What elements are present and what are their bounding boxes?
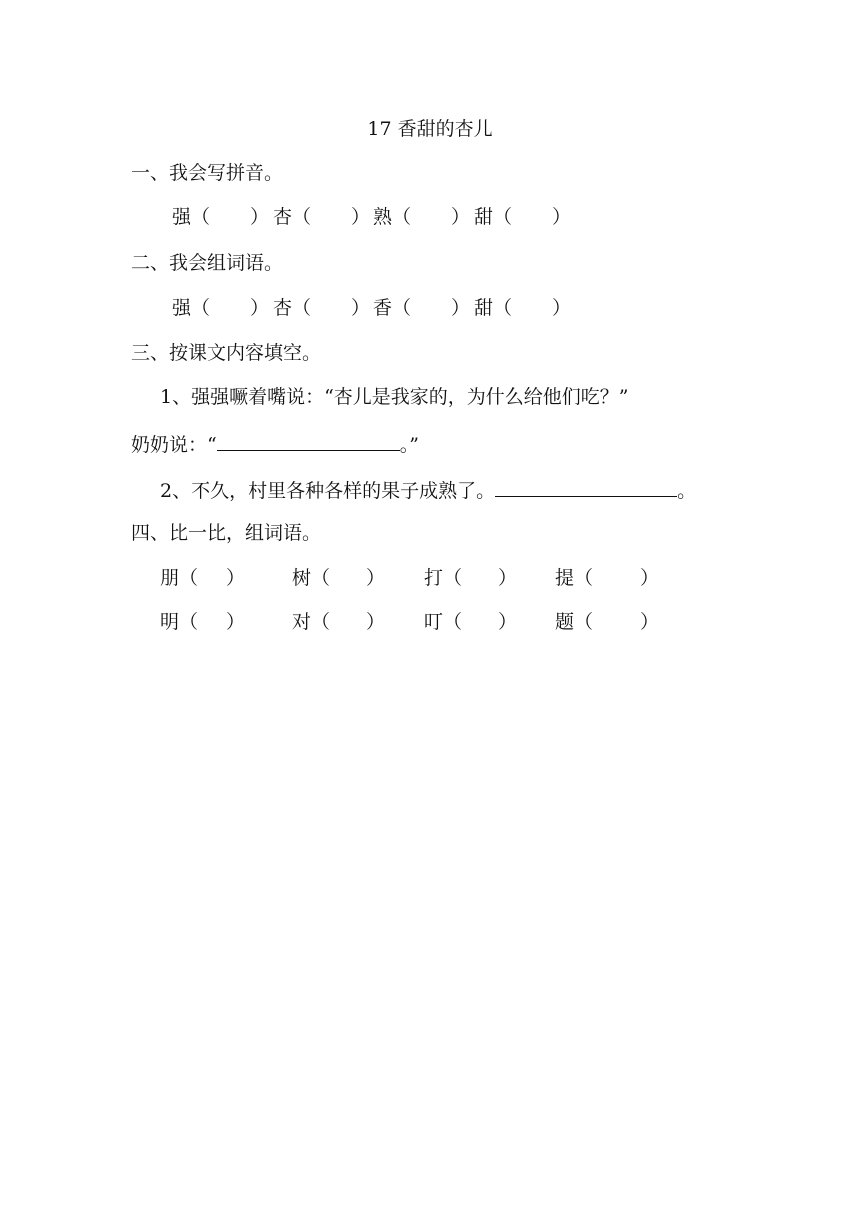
section3-heading: 三、按课文内容填空。 (131, 342, 322, 364)
char-label: 强 (172, 206, 192, 228)
page-title: 17 香甜的杏儿 (367, 118, 493, 140)
open-paren: （ (292, 297, 312, 319)
word-item-3 (373, 296, 470, 320)
open-paren: （ (179, 567, 199, 589)
close-paren: ） (552, 206, 572, 228)
char-label: 香 (373, 297, 393, 319)
close-paren: ） (552, 297, 572, 319)
close-paren: ） (250, 206, 270, 228)
open-paren: （ (311, 567, 331, 589)
compare-item-7 (424, 610, 517, 634)
char-label: 提 (555, 567, 575, 589)
compare-item-3 (424, 566, 517, 590)
char-label: 朋 (160, 567, 180, 589)
char-label: 树 (292, 567, 312, 589)
open-paren: （ (493, 206, 513, 228)
pinyin-item-2 (273, 205, 370, 229)
question-1-answer-blank[interactable] (217, 430, 400, 451)
compare-item-2 (292, 566, 385, 590)
question-2-text: 2、不久，村里各种各样的果子成熟了。 (160, 480, 496, 502)
close-paren: ） (250, 297, 270, 319)
open-paren: （ (191, 206, 211, 228)
open-paren: （ (311, 611, 331, 633)
section1-heading: 一、我会写拼音。 (131, 162, 284, 184)
char-label: 题 (555, 611, 575, 633)
question-2-answer-blank[interactable] (495, 476, 677, 497)
pinyin-item-1 (172, 205, 269, 229)
close-paren: ） (451, 297, 471, 319)
char-label: 明 (160, 611, 180, 633)
question-2-suffix: 。 (677, 480, 697, 502)
open-paren: （ (493, 297, 513, 319)
section4-heading: 四、比一比，组词语。 (131, 522, 322, 544)
close-paren: ） (366, 567, 386, 589)
open-paren: （ (443, 567, 463, 589)
close-paren: ） (366, 611, 386, 633)
question-1-prefix: 奶奶说：“ (131, 434, 217, 456)
char-label: 甜 (474, 297, 494, 319)
close-paren: ） (451, 206, 471, 228)
open-paren: （ (443, 611, 463, 633)
word-item-1 (172, 296, 269, 320)
close-paren: ） (351, 206, 371, 228)
section2-heading: 二、我会组词语。 (131, 252, 284, 274)
char-label: 甜 (474, 206, 494, 228)
open-paren: （ (191, 297, 211, 319)
char-label: 熟 (373, 206, 393, 228)
char-label: 对 (292, 611, 312, 633)
pinyin-item-3 (373, 205, 470, 229)
compare-item-8 (555, 610, 659, 634)
char-label: 杏 (273, 297, 293, 319)
close-paren: ） (640, 611, 660, 633)
char-label: 打 (424, 567, 444, 589)
char-label: 强 (172, 297, 192, 319)
question-1-answer-line (131, 430, 419, 457)
close-paren: ） (498, 567, 518, 589)
open-paren: （ (392, 297, 412, 319)
close-paren: ） (498, 611, 518, 633)
open-paren: （ (179, 611, 199, 633)
compare-item-6 (292, 610, 385, 634)
compare-item-1 (160, 566, 245, 590)
open-paren: （ (392, 206, 412, 228)
close-paren: ） (226, 611, 246, 633)
open-paren: （ (574, 567, 594, 589)
question-1-suffix: 。” (399, 434, 419, 456)
close-paren: ） (351, 297, 371, 319)
open-paren: （ (292, 206, 312, 228)
close-paren: ） (640, 567, 660, 589)
question-1-text: 1、强强噘着嘴说：“杏儿是我家的，为什么给他们吃？” (160, 386, 629, 408)
word-item-2 (273, 296, 370, 320)
close-paren: ） (226, 567, 246, 589)
char-label: 杏 (273, 206, 293, 228)
compare-item-4 (555, 566, 659, 590)
compare-item-5 (160, 610, 245, 634)
question-2-line (160, 476, 696, 503)
pinyin-item-4 (474, 205, 571, 229)
word-item-4 (474, 296, 571, 320)
open-paren: （ (574, 611, 594, 633)
char-label: 叮 (424, 611, 444, 633)
